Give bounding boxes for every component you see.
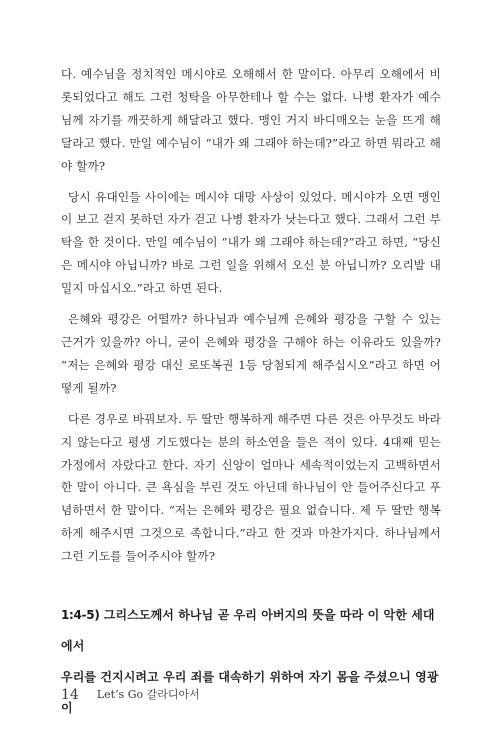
verse-line bbox=[61, 600, 441, 662]
paragraph: 당시 유대인들 사이에는 메시야 대망 사상이 있었다. 메시야가 오면 맹인이 보고 걷지 못하던 자가 걷고 나병 환자가 낫는다고 했다. 그래서 그런 부탁을 한 것이다. 만일 예수님이 “내가 왜 그래야 하는데?”라고 하면, “당신은 메시야 아닙니까? 바로 그런 일을 위해서 오신 분 아닙니까? 오리발 내밀지 마십시오.”라고 하면 된다. bbox=[61, 189, 441, 296]
paragraph: 다. 예수님을 정치적인 메시야로 오해해서 한 말이다. 아무리 오해에서 비롯되었다고 해도 그런 청탁을 아무한테나 할 수는 없다. 나병 환자가 예수님께 자기를 깨끗하게 해달라고 했다. 맹인 거지 바디매오는 눈을 뜨게 해달라고 했다. 만일 예수님이 “내가 왜 그래야 하는데?”라고 하면 뭐라고 해야 할까? bbox=[61, 67, 441, 173]
paragraph: 은혜와 평강은 어떨까? 하나님과 예수님께 은혜와 평강을 구할 수 있는 근거가 있을까? 아니, 굳이 은혜와 평강을 구해야 하는 이유라도 있을까? “저는 은혜와 평강 대신 로또복권 1등 당첨되게 해주십시오”라고 하면 어떻게 될까? bbox=[61, 312, 441, 395]
verse-line: 우리를 건지시려고 우리 죄를 대속하기 위하여 자기 몸을 주셨으니 영광이 bbox=[61, 670, 439, 715]
page-footer bbox=[61, 686, 200, 703]
verse-text: 그리스도께서 하나님 곧 우리 아버지의 뜻을 따라 이 악한 세대에서 bbox=[61, 608, 435, 653]
verse-reference: 1:4-5) bbox=[61, 608, 100, 622]
paragraph: 다른 경우로 바꿔보자. 두 딸만 행복하게 해주면 다른 것은 아무것도 바라지 않는다고 평생 기도했다는 분의 하소연을 들은 적이 있다. 4대째 믿는 가정에서 자랐다고 한다. 자기 신앙이 얼마나 세속적이었는지 고백하면서 한 말이 아니다. 큰 욕심을 부린 것도 아닌데 하나님이 안 들어주신다고 푸념하면서 한 말이다. “저는 은혜와 평강은 필요 없습니다. 제 두 딸만 행복하게 해주시면 그것으로 족합니다.”라고 한 것과 마찬가지다. 하나님께서 그런 기도를 들어주시야 할까? bbox=[61, 411, 441, 564]
scripture-verse bbox=[61, 600, 441, 724]
body-text bbox=[61, 63, 441, 576]
page-number: 14 bbox=[61, 687, 79, 703]
book-title: Let’s Go 갈라디아서 bbox=[96, 688, 200, 701]
